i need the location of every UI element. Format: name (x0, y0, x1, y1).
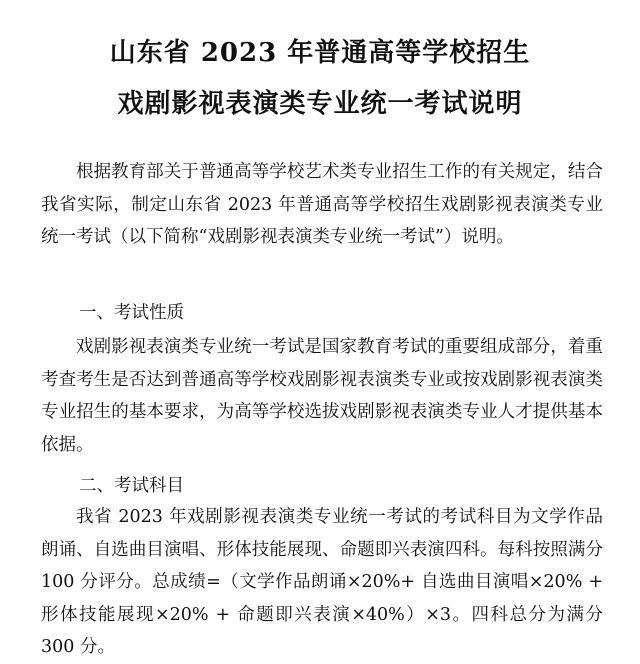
document-title-line-2: 戏剧影视表演类专业统一考试说明 (117, 89, 523, 119)
section-2-heading: 二、考试科目 (79, 476, 184, 496)
document-title-line-1: 山东省 2023 年普通高等学校招生 (109, 38, 531, 68)
section-2-paragraph: 我省 2023 年戏剧影视表演类专业统一考试的考试科目为文学作品朗诵、自选曲目演唱、形体技能展现、命题即兴表演四科。每科按照满分 100 分评分。总成绩=（文学作品朗诵×20%+ 自选曲目演唱×20% + 形体技能展现×20% + 命题即兴表演×40%）×3。四科总分为满分 300 分。 (41, 507, 603, 657)
intro-paragraph: 根据教育部关于普通高等学校艺术类专业招生工作的有关规定，结合我省实际，制定山东省 2023 年普通高等学校招生戏剧影视表演类专业统一考试（以下简称“戏剧影视表演类专业统一考试”）说明。 (41, 162, 603, 247)
section-1-paragraph: 戏剧影视表演类专业统一考试是国家教育考试的重要组成部分，着重考查考生是否达到普通高等学校戏剧影视表演类专业或按戏剧影视表演类专业招生的基本要求，为高等学校选拔戏剧影视表演类专业人才提供基本依据。 (41, 337, 603, 455)
section-1-heading: 一、考试性质 (79, 303, 184, 323)
